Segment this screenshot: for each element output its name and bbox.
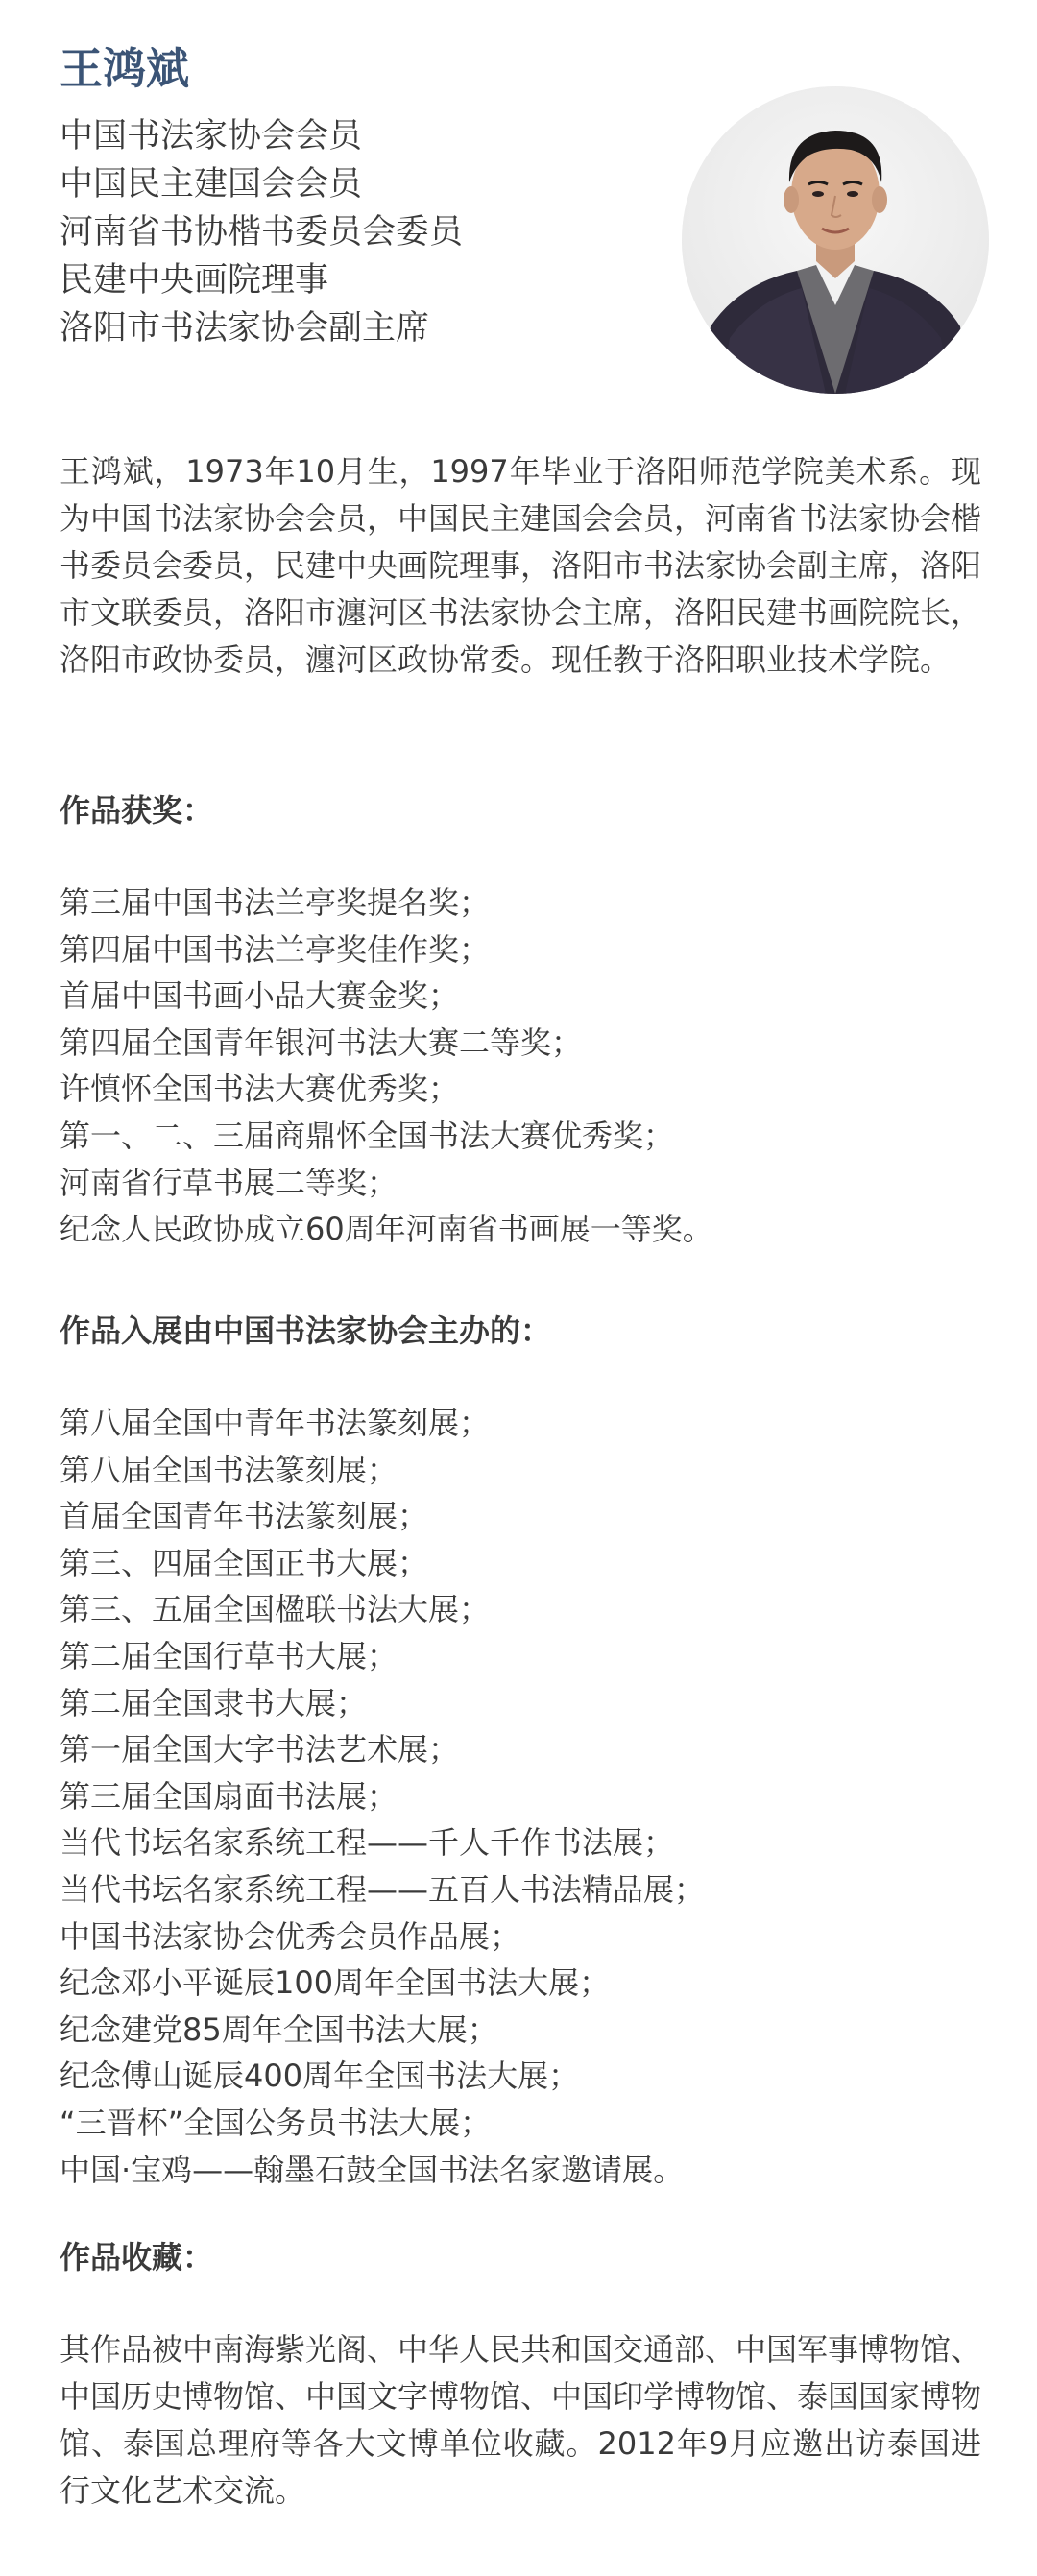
exhibition-item: 中国书法家协会优秀会员作品展；: [60, 1917, 521, 1955]
portrait-photo: [682, 86, 989, 394]
portrait-illustration: [682, 86, 989, 394]
exhibition-item: 第二届全国隶书大展；: [60, 1684, 368, 1721]
award-item: 首届中国书画小品大赛金奖；: [60, 977, 460, 1015]
biography-paragraph: 王鸿斌，1973年10月生，1997年毕业于洛阳师范学院美术系。现为中国书法家协会会员，中国民主建国会会员，河南省书法家协会楷书委员会委员，民建中央画院理事，洛阳市书法家协会副主席，洛阳市文联委员，洛阳市瀍河区书法家协会主席，洛阳民建书画院院长，洛阳市政协委员，瀍河区政协常委。现任教于洛阳职业技术学院。: [60, 453, 982, 678]
profile-title-item: 民建中央画院理事: [60, 261, 329, 300]
award-item: 许慎怀全国书法大赛优秀奖；: [60, 1071, 460, 1108]
award-item: 第四届全国青年银河书法大赛二等奖；: [60, 1023, 583, 1061]
exhibition-item: 纪念邓小平诞辰100周年全国书法大展；: [60, 1964, 611, 2002]
profile-title-item: 中国书法家协会会员: [60, 117, 363, 156]
exhibition-item: 第二届全国行草书大展；: [60, 1637, 398, 1674]
profile-title-item: 洛阳市书法家协会副主席: [60, 309, 430, 348]
profile-titles-list: [60, 112, 463, 352]
awards-heading: 作品获奖：: [60, 792, 214, 829]
exhibition-item: 第三届全国扇面书法展；: [60, 1777, 398, 1815]
collection-heading: 作品收藏：: [60, 2239, 214, 2275]
profile-title-item: 河南省书协楷书委员会委员: [60, 213, 464, 252]
exhibition-item: “三晋杯”全国公务员书法大展；: [60, 2104, 492, 2141]
profile-title-item: 中国民主建国会会员: [60, 165, 363, 204]
exhibition-item: 当代书坛名家系统工程——五百人书法精品展；: [60, 1870, 706, 1908]
collection-paragraph: 其作品被中南海紫光阁、中华人民共和国交通部、中国军事博物馆、中国历史博物馆、中国文字博物馆、中国印学博物馆、泰国国家博物馆、泰国总理府等各大文博单位收藏。2012年9月应邀出访泰国进行文化艺术交流。: [60, 2331, 982, 2509]
exhibitions-list: [60, 1400, 705, 2193]
exhibition-item: 第八届全国中青年书法篆刻展；: [60, 1405, 491, 1441]
award-item: 第四届中国书法兰亭奖佳作奖；: [60, 930, 491, 968]
awards-list: [60, 879, 713, 1253]
exhibition-item: 纪念建党85周年全国书法大展；: [60, 2010, 498, 2048]
exhibitions-heading: 作品入展由中国书法家协会主办的：: [60, 1312, 552, 1349]
exhibition-item: 中国·宝鸡——翰墨石鼓全国书法名家邀请展。: [60, 2151, 685, 2188]
exhibition-item: 当代书坛名家系统工程——千人千作书法展；: [60, 1824, 675, 1862]
profile-name: 王鸿斌: [60, 43, 190, 94]
exhibition-item: 首届全国青年书法篆刻展；: [60, 1498, 429, 1535]
award-item: 第三届中国书法兰亭奖提名奖；: [60, 884, 491, 921]
exhibition-item: 第三、五届全国楹联书法大展；: [60, 1591, 491, 1628]
award-item: 河南省行草书展二等奖；: [60, 1164, 398, 1201]
exhibition-item: 第八届全国书法篆刻展；: [60, 1451, 398, 1488]
award-item: 第一、二、三届商鼎怀全国书法大赛优秀奖；: [60, 1117, 675, 1154]
exhibition-item: 第一届全国大字书法艺术展；: [60, 1731, 460, 1769]
award-item: 纪念人民政协成立60周年河南省书画展一等奖。: [60, 1211, 713, 1248]
exhibition-item: 纪念傅山诞辰400周年全国书法大展；: [60, 2058, 580, 2095]
exhibition-item: 第三、四届全国正书大展；: [60, 1544, 429, 1581]
